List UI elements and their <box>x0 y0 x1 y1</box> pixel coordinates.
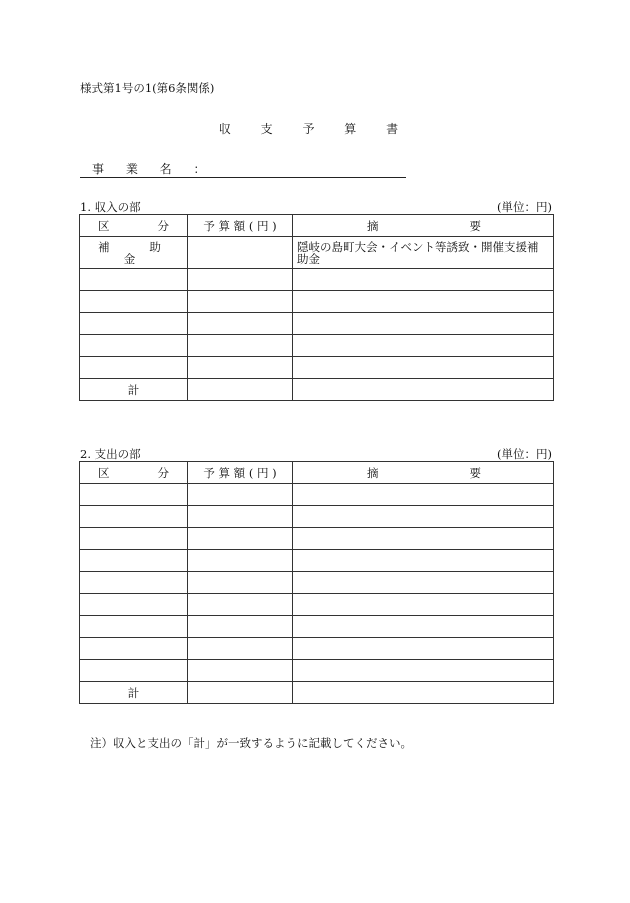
table-row <box>80 291 554 313</box>
category-cell[interactable] <box>80 572 188 594</box>
header-category-a: 区 <box>98 218 110 233</box>
summary-cell[interactable] <box>293 660 554 682</box>
amount-cell[interactable] <box>188 357 293 379</box>
income-unit-label: (単位：円) <box>497 200 552 214</box>
project-name-label: 事 業 名 ： <box>92 162 215 176</box>
table-row <box>80 313 554 335</box>
amount-cell[interactable] <box>188 335 293 357</box>
summary-cell[interactable] <box>293 484 554 506</box>
category-cell[interactable] <box>80 269 188 291</box>
header-category <box>80 462 188 484</box>
table-row <box>80 357 554 379</box>
project-name-field[interactable] <box>80 177 406 178</box>
income-section-heading: 1. 収入の部 <box>80 200 141 214</box>
table-row <box>80 335 554 357</box>
amount-cell[interactable] <box>188 550 293 572</box>
amount-cell[interactable] <box>188 660 293 682</box>
expense-section-heading: 2. 支出の部 <box>80 447 141 461</box>
amount-cell[interactable] <box>188 528 293 550</box>
income-total-row <box>80 379 554 401</box>
table-row <box>80 237 554 269</box>
summary-cell[interactable] <box>293 616 554 638</box>
footnote: 注）収入と支出の「計」が一致するように記載してください。 <box>90 736 412 750</box>
expense-unit-label: (単位：円) <box>497 447 552 461</box>
expense-total-summary-cell[interactable] <box>293 682 554 704</box>
income-table-header <box>80 215 554 237</box>
header-amount: 予 算 額 ( 円 ) <box>188 215 293 237</box>
category-cell[interactable] <box>80 594 188 616</box>
header-summary <box>293 462 554 484</box>
category-cell[interactable] <box>80 506 188 528</box>
table-row <box>80 572 554 594</box>
summary-cell[interactable] <box>293 335 554 357</box>
document-title: 収 支 予 算 書 <box>218 122 412 136</box>
amount-cell[interactable] <box>188 616 293 638</box>
summary-cell[interactable] <box>293 291 554 313</box>
category-cell[interactable] <box>80 660 188 682</box>
summary-cell[interactable] <box>293 528 554 550</box>
table-row <box>80 269 554 291</box>
summary-cell[interactable] <box>293 506 554 528</box>
header-summary <box>293 215 554 237</box>
category-cell[interactable] <box>80 335 188 357</box>
summary-cell[interactable] <box>293 572 554 594</box>
amount-cell[interactable] <box>188 506 293 528</box>
table-row <box>80 506 554 528</box>
category-cell[interactable] <box>80 291 188 313</box>
category-cell[interactable] <box>80 484 188 506</box>
header-amount: 予 算 額 ( 円 ) <box>188 462 293 484</box>
income-total-summary-cell[interactable] <box>293 379 554 401</box>
summary-cell[interactable] <box>293 594 554 616</box>
category-cell[interactable] <box>80 313 188 335</box>
table-row <box>80 550 554 572</box>
amount-cell[interactable] <box>188 572 293 594</box>
income-total-label: 計 <box>80 379 188 401</box>
amount-cell[interactable] <box>188 594 293 616</box>
header-category-b: 分 <box>157 465 169 480</box>
expense-total-label: 計 <box>80 682 188 704</box>
header-summary-b: 要 <box>469 465 481 480</box>
amount-cell[interactable] <box>188 484 293 506</box>
amount-cell[interactable] <box>188 291 293 313</box>
category-cell[interactable] <box>80 528 188 550</box>
subsidy-label: 補 助 金 <box>80 237 188 269</box>
summary-cell[interactable] <box>293 550 554 572</box>
category-cell[interactable] <box>80 550 188 572</box>
expense-table-header <box>80 462 554 484</box>
expense-total-row <box>80 682 554 704</box>
header-category-b: 分 <box>157 218 169 233</box>
summary-cell[interactable] <box>293 313 554 335</box>
amount-cell[interactable] <box>188 313 293 335</box>
header-category <box>80 215 188 237</box>
summary-cell[interactable] <box>293 638 554 660</box>
amount-cell[interactable] <box>188 638 293 660</box>
subsidy-summary: 隠岐の島町大会・イベント等誘致・開催支援補助金 <box>293 237 554 269</box>
table-row <box>80 484 554 506</box>
expense-table <box>79 461 554 704</box>
header-summary-a: 摘 <box>367 465 379 480</box>
category-cell[interactable] <box>80 638 188 660</box>
income-table <box>79 214 554 401</box>
table-row <box>80 638 554 660</box>
income-total-amount-cell[interactable] <box>188 379 293 401</box>
category-cell[interactable] <box>80 357 188 379</box>
header-summary-b: 要 <box>469 218 481 233</box>
summary-cell[interactable] <box>293 269 554 291</box>
category-cell[interactable] <box>80 616 188 638</box>
expense-total-amount-cell[interactable] <box>188 682 293 704</box>
header-summary-a: 摘 <box>367 218 379 233</box>
form-id: 様式第1号の1(第6条関係) <box>80 81 215 95</box>
subsidy-amount-cell[interactable] <box>188 237 293 269</box>
table-row <box>80 528 554 550</box>
summary-cell[interactable] <box>293 357 554 379</box>
table-row <box>80 594 554 616</box>
table-row <box>80 660 554 682</box>
table-row <box>80 616 554 638</box>
header-category-a: 区 <box>98 465 110 480</box>
amount-cell[interactable] <box>188 269 293 291</box>
